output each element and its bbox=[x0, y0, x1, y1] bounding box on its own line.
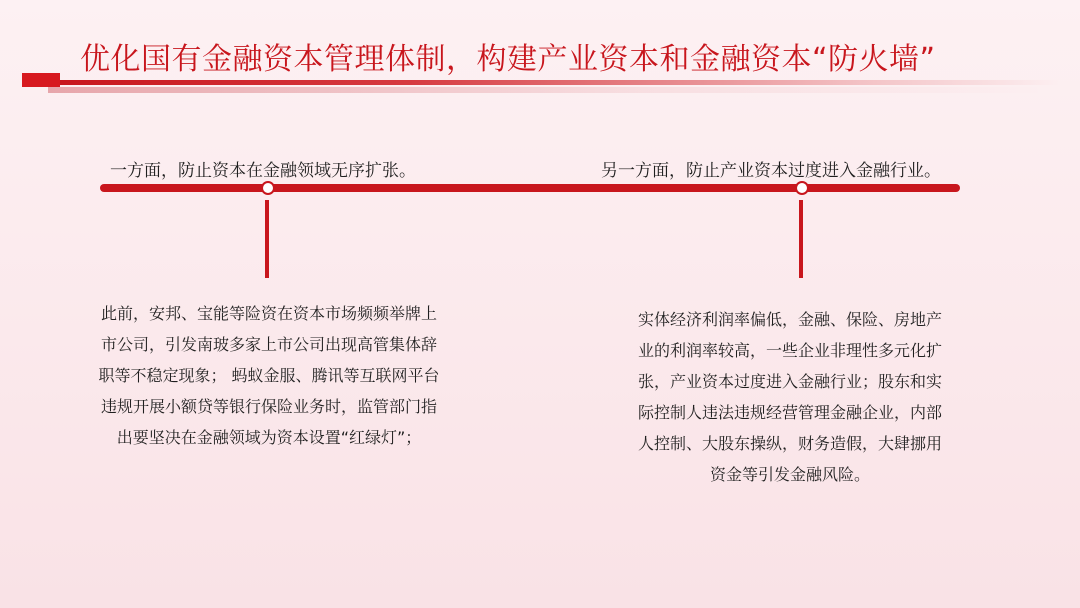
connector-stem-right bbox=[799, 200, 803, 278]
connector-stem-left bbox=[265, 200, 269, 278]
left-heading: 一方面，防止资本在金融领域无序扩张。 bbox=[110, 161, 416, 181]
left-description-line: 此前，安邦、宝能等险资在资本市场频频举牌上 bbox=[100, 304, 437, 323]
page-title: 优化国有金融资本管理体制，构建产业资本和金融资本“防火墙” bbox=[80, 42, 936, 77]
timeline-node-right bbox=[795, 181, 809, 195]
title-underline bbox=[60, 80, 1060, 85]
left-description-line: 出要坚决在金融领域为资本设置“红绿灯”； bbox=[116, 428, 422, 447]
left-description-line: 违规开展小额贷等银行保险业务时，监管部门指 bbox=[100, 397, 437, 416]
timeline-bar bbox=[100, 184, 960, 192]
right-description-line: 实体经济利润率偏低，金融、保险、房地产 bbox=[637, 310, 942, 329]
right-description-line: 际控制人违法违规经营管理金融企业，内部 bbox=[637, 403, 942, 422]
timeline-node-left bbox=[261, 181, 275, 195]
right-description bbox=[600, 304, 980, 490]
right-heading: 另一方面，防止产业资本过度进入金融行业。 bbox=[601, 161, 941, 181]
right-description-line: 人控制、大股东操纵，财务造假，大肆挪用 bbox=[637, 434, 942, 453]
title-accent-block bbox=[22, 73, 60, 87]
left-description-line: 市公司，引发南玻多家上市公司出现高管集体辞 bbox=[100, 335, 437, 354]
right-description-line: 业的利润率较高，一些企业非理性多元化扩 bbox=[637, 341, 942, 360]
right-description-line: 张，产业资本过度进入金融行业；股东和实 bbox=[637, 372, 942, 391]
right-description-line: 资金等引发金融风险。 bbox=[709, 465, 870, 484]
left-description-line: 职等不稳定现象； 蚂蚁金服、腾讯等互联网平台 bbox=[98, 366, 440, 385]
title-underline-shadow bbox=[48, 87, 1048, 93]
left-description bbox=[64, 298, 474, 453]
